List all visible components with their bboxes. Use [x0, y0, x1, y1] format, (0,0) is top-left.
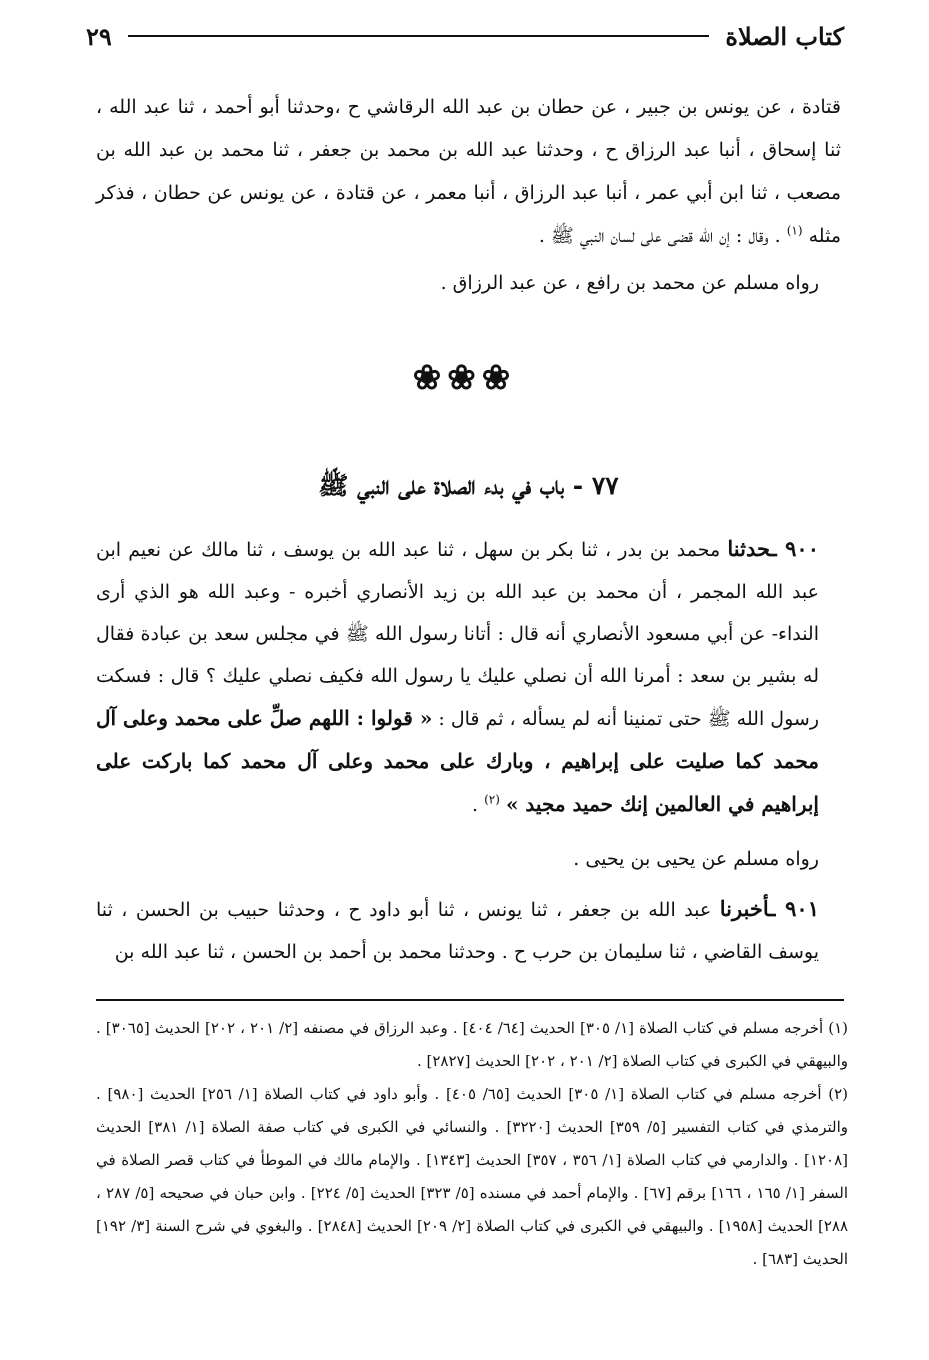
footnotes	[96, 1012, 848, 1276]
footnote-ref-2[interactable]: (٢)	[484, 792, 500, 807]
header-rule	[128, 35, 710, 37]
section-separator: ❀❀❀	[412, 358, 517, 398]
chapter-heading: ٧٧ - باب في بدء الصلاة على النبي ﷺ	[318, 471, 619, 500]
running-title: كتاب الصلاة	[725, 21, 844, 51]
narration-note-1: رواه مسلم عن محمد بن رافع ، عن عبد الرزاق .	[440, 272, 819, 294]
hadith-901	[96, 888, 841, 973]
continued-hadith-block	[96, 86, 841, 305]
hadith-900-lead: حدثنا	[727, 536, 771, 561]
page-header	[86, 14, 844, 58]
continued-hadith-end: . وقال : إن الله قضى على لسان النبي ﷺ .	[538, 225, 781, 247]
continued-hadith-text	[96, 86, 841, 258]
footnote-1: (١) أخرجه مسلم في كتاب الصلاة [١/ ٣٠٥] الحديث [٦٤/ ٤٠٤] . وعبد الرزاق في مصنفه [٢/ ٢٠١ ، ٢٠٢] الحديث [٣٠٦٥] . والبيهقي في الكبرى في كتاب الصلاة [٢/ ٢٠١ ، ٢٠٢] الحديث [٢٨٢٧] .	[96, 1019, 848, 1070]
hadith-900: ٩٠٠ ـحدثنا محمد بن بدر ، ثنا بكر بن سهل ، ثنا عبد الله بن يوسف ، ثنا مالك عن نعيم ابن عبد الله المجمر ، أن محمد بن عبد الله بن زيد الأنصاري أخبره - وعبد الله هو الذي أرى النداء- عن أبي مسعود الأنصاري أنه قال : أتانا رسول الله ﷺ في مجلس سعد بن عبادة فقال له بشير بن سعد : أمرنا الله أن نصلي عليك يا رسول الله فكيف نصلي عليك ؟ قال : فسكت رسول الله ﷺ حتى تمنينا أنه لم يسأله ، ثم قال : « قولوا : اللهم صلِّ على محمد وعلى آل محمد كما صليت على إبراهيم ، وبارك على محمد وعلى آل محمد كما باركت على إبراهيم في العالمين إنك حميد مجيد » $^{(٢)}$ .	[96, 536, 819, 816]
hadith-900-quote: « قولوا : اللهم صلِّ على محمد وعلى آل محمد كما صليت على إبراهيم ، وبارك على محمد وعلى آل محمد كما باركت على إبراهيم في العالمين إنك حميد مجيد »	[96, 706, 819, 816]
narration-note-2: رواه مسلم عن يحيى بن يحيى .	[573, 848, 819, 870]
hadith-section	[96, 528, 841, 973]
continued-hadith-body: قتادة ، عن يونس بن جبير ، عن حطان بن عبد الله الرقاشي ح ،وحدثنا أبو أحمد ، ثنا عبد الله ، ثنا إسحاق ، أنبا عبد الرزاق ح ، وحدثنا عبد الله بن محمد بن جعفر ، ثنا محمد بن عبد الله بن مصعب ، ثنا ابن أبي عمر ، أنبا عبد الرزاق ، أنبا معمر ، عن قتادة ، عن يونس عن حطان ، فذكر مثله	[96, 96, 841, 247]
hadith-901-lead: أخبرنا	[719, 896, 770, 921]
footnote-2: (٢) أخرجه مسلم في كتاب الصلاة [١/ ٣٠٥] الحديث [٦٥/ ٤٠٥] . وأبو داود في كتاب الصلاة [١/ ٢٥٦] الحديث [٩٨٠] . والترمذي في كتاب التفسير [٥/ ٣٥٩] الحديث [٣٢٢٠] . والنسائي في الكبرى في كتاب صفة الصلاة [١/ ٣٨١] الحديث [١٢٠٨] . والدارمي في كتاب الصلاة [١/ ٣٥٦ ، ٣٥٧] الحديث [١٣٤٣] . والإمام مالك في الموطأ في كتاب قصر الصلاة في السفر [١/ ١٦٥ ، ١٦٦] برقم [٦٧] . والإمام أحمد في مسنده [٥/ ٣٢٣] الحديث [٥/ ٢٢٤] . وابن حبان في صحيحه [٥/ ٢٨٧ ، ٢٨٨] الحديث [١٩٥٨] . والبيهقي في الكبرى في كتاب الصلاة [٢/ ٢٠٩] الحديث [٢٨٤٨] . والبغوي في شرح السنة [٣/ ١٩٢] الحديث [٦٨٣] .	[96, 1085, 849, 1268]
hadith-900-number: ٩٠٠ ـ	[770, 536, 819, 561]
footnote-divider	[96, 999, 844, 1001]
hadith-901-text: عبد الله بن جعفر ، ثنا يونس ، ثنا أبو داود ح ، وحدثنا حبيب بن الحسن ، ثنا يوسف القاضي ، ثنا سليمان بن حرب ح . وحدثنا محمد بن أحمد بن الحسن ، ثنا عبد الله بن	[96, 899, 819, 963]
hadith-901-number: ٩٠١ ـ	[769, 896, 819, 921]
hadith-900-text: محمد بن بدر ، ثنا بكر بن سهل ، ثنا عبد الله بن يوسف ، ثنا مالك عن نعيم ابن عبد الله المجمر ، أن محمد بن عبد الله بن زيد الأنصاري أخبره - وعبد الله هو الذي أرى النداء- عن أبي مسعود الأنصاري أنه قال : أتانا رسول الله ﷺ في مجلس سعد بن عبادة فقال له بشير بن سعد : أمرنا الله أن نصلي عليك يا رسول الله فكيف نصلي عليك ؟ قال : فسكت رسول الله ﷺ حتى تمنينا أنه لم يسأله ، ثم قال :	[96, 539, 819, 730]
page-number: ٢٩	[86, 21, 112, 51]
footnote-ref-1[interactable]: (١)	[786, 223, 803, 238]
